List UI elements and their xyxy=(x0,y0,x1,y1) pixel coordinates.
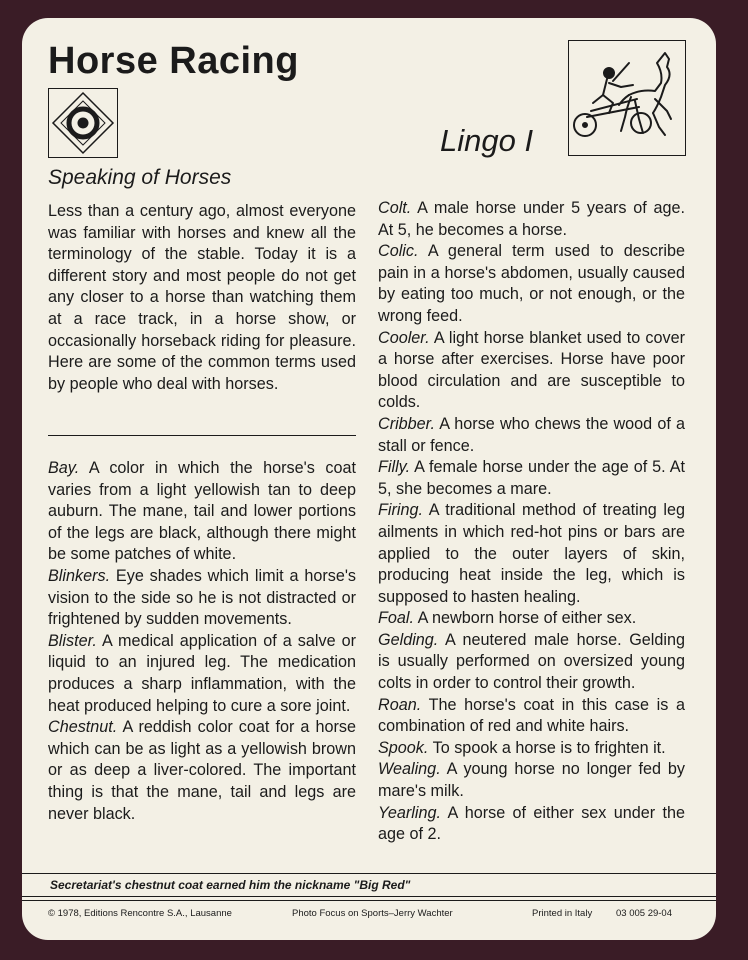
glossary-entry xyxy=(378,608,685,630)
glossary-term: Foal. xyxy=(378,609,414,628)
glossary-term: Cribber. xyxy=(378,414,435,433)
glossary-definition: Eye shades which limit a horse's vision to the side so he is not distracted or frightened by sudden movements. xyxy=(48,566,357,629)
glossary-definition: A newborn horse of either sex. xyxy=(417,609,637,628)
glossary-entry xyxy=(378,630,685,695)
glossary-entry xyxy=(378,241,685,327)
glossary-entry xyxy=(378,414,685,457)
glossary-entry xyxy=(378,759,685,802)
glossary-definition: A young horse no longer fed by mare's milk. xyxy=(378,760,685,801)
glossary-entry xyxy=(378,198,685,241)
glossary-term: Filly. xyxy=(378,458,411,477)
harness-racing-icon xyxy=(568,40,686,156)
glossary-entry xyxy=(48,566,356,631)
photo-caption: Secretariat's chestnut coat earned him the nickname "Big Red" xyxy=(50,878,411,892)
card-code: 03 005 29-04 xyxy=(616,908,672,919)
footer-divider xyxy=(22,896,716,897)
glossary-definition: A traditional method of treating leg ailments in which red-hot pins or bars are applied to the outer layers of skin, producing heat inside the leg, which is supposed to hasten healing. xyxy=(378,501,685,606)
glossary-entry xyxy=(48,458,356,566)
glossary-definition: A neutered male horse. Gelding is usually performed on oversized young colts in order to control their growth. xyxy=(378,630,686,693)
glossary-entry xyxy=(378,695,685,738)
glossary-term: Gelding. xyxy=(378,630,439,649)
glossary-right-column xyxy=(378,198,685,846)
glossary-entry xyxy=(378,738,685,760)
glossary-term: Roan. xyxy=(378,695,422,714)
glossary-term: Cooler. xyxy=(378,328,430,347)
trading-card xyxy=(22,18,716,940)
glossary-term: Blinkers. xyxy=(48,566,111,585)
eye-icon xyxy=(48,88,118,158)
glossary-term: Yearling. xyxy=(378,803,441,822)
printed-in: Printed in Italy xyxy=(532,908,593,919)
glossary-term: Spook. xyxy=(378,738,429,757)
glossary-term: Colt. xyxy=(378,199,412,217)
glossary-definition: A female horse under the age of 5. At 5, she becomes a mare. xyxy=(378,458,685,498)
card-subtitle: Speaking of Horses xyxy=(48,166,232,189)
glossary-entry xyxy=(48,717,356,825)
glossary-definition: A reddish color coat for a horse which can be as light as a yellowish brown or as deep a liver-colored. The important thing is that the mane, tail and legs are never black. xyxy=(48,718,356,823)
glossary-entry xyxy=(378,803,685,846)
glossary-entry xyxy=(378,457,685,500)
glossary-definition: The horse's coat in this case is a combination of red and white hairs. xyxy=(378,695,685,736)
card-title: Horse Racing xyxy=(48,40,299,82)
glossary-term: Chestnut. xyxy=(48,718,118,737)
glossary-definition: A general term used to describe pain in a horse's abdomen, usually caused by eating too much, or not enough, or the wrong feed. xyxy=(378,242,685,325)
glossary-definition: To spook a horse is to frighten it. xyxy=(432,738,666,757)
section-heading: Lingo I xyxy=(440,123,534,158)
divider xyxy=(48,435,356,436)
glossary-term: Firing. xyxy=(378,501,423,520)
glossary-term: Blister. xyxy=(48,631,97,650)
intro-paragraph: Less than a century ago, almost everyone was familiar with horses and knew all the terminology of the stable. Today it is a different story and most people do not get any closer to a horse than watching them at a race track, in a horse show, or occasionally horseback riding for pleasure. Here are some of the common terms used by people who deal with horses. xyxy=(48,202,356,393)
glossary-definition: A light horse blanket used to cover a horse after exercises. Horse have poor blood circulation and are susceptible to colds. xyxy=(378,328,685,412)
glossary-entry xyxy=(48,631,356,717)
glossary-term: Wealing. xyxy=(378,760,441,779)
glossary-term: Colic. xyxy=(378,242,419,261)
glossary-definition: A color in which the horse's coat varies from a light yellowish tan to deep auburn. The mane, tail and lower portions of the legs are black, although there might be some patches of white. xyxy=(48,459,356,564)
glossary-definition: A medical application of a salve or liquid to an injured leg. The medication produces a sharp inflammation, with the heat produced helping to cure a sore joint. xyxy=(48,631,357,715)
glossary-definition: A horse who chews the wood of a stall or fence. xyxy=(378,414,685,455)
glossary-definition: A horse of either sex under the age of 2. xyxy=(378,803,685,844)
glossary-entry xyxy=(378,328,685,414)
copyright-text: © 1978, Editions Rencontre S.A., Lausanne xyxy=(48,908,232,919)
photo-credit: Photo Focus on Sports–Jerry Wachter xyxy=(292,908,453,919)
glossary-left-column xyxy=(48,458,356,825)
glossary-definition: A male horse under 5 years of age. At 5, he becomes a horse. xyxy=(378,199,685,239)
glossary-term: Bay. xyxy=(48,459,80,477)
glossary-entry xyxy=(378,500,685,608)
